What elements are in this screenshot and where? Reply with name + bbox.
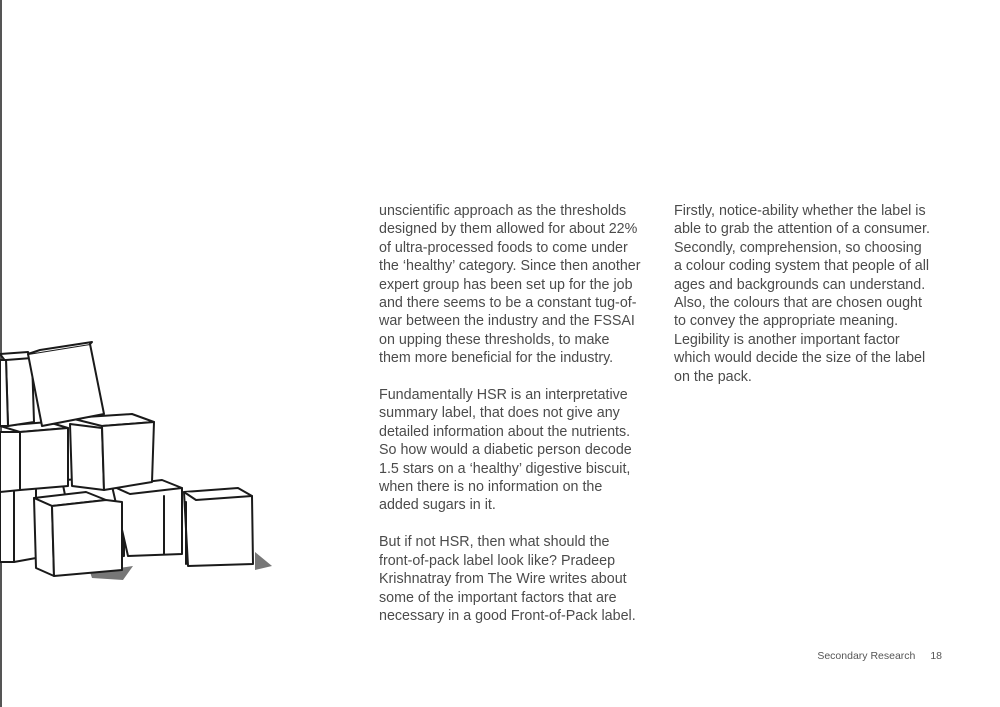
- text-line: necessary in a good Front-of-Pack label.: [379, 607, 636, 624]
- text-line: front-of-pack label look like? Pradeep: [379, 552, 616, 569]
- text-line: expert group has been set up for the job: [379, 276, 633, 293]
- text-line: war between the industry and the FSSAI: [379, 313, 635, 330]
- text-line: able to grab the attention of a consumer.: [674, 221, 930, 238]
- text-line: some of the important factors that are: [379, 589, 617, 606]
- text-line: detailed information about the nutrients.: [379, 423, 631, 440]
- text-line: designed by them allowed for about 22%: [379, 221, 638, 238]
- text-line: and there seems to be a constant tug-of-: [379, 295, 637, 312]
- text-line: which would decide the size of the label: [674, 350, 926, 367]
- text-line: Firstly, notice-ability whether the label is: [674, 203, 926, 219]
- text-column-left: [379, 202, 651, 644]
- paragraph: [674, 202, 942, 386]
- text-line: Also, the colours that are chosen ought: [674, 295, 922, 312]
- text-line: 1.5 stars on a ‘healthy’ digestive biscuit,: [379, 460, 631, 477]
- text-line: Legibility is another important factor: [674, 331, 900, 348]
- text-line: the ‘healthy’ category. Since then another: [379, 258, 641, 275]
- text-line: Fundamentally HSR is an interpretative: [379, 387, 628, 404]
- text-line: summary label, that does not give any: [379, 405, 620, 422]
- text-line: Secondly, comprehension, so choosing: [674, 239, 922, 256]
- page-number: 18: [930, 650, 942, 662]
- text-line: But if not HSR, then what should the: [379, 534, 610, 551]
- paragraph: [379, 202, 651, 368]
- footer-section-title: Secondary Research: [817, 650, 916, 662]
- stacked-cubes-sketch-icon: [0, 330, 290, 590]
- text-line: ages and backgrounds can understand.: [674, 276, 926, 293]
- text-line: unscientific approach as the thresholds: [379, 203, 627, 219]
- text-line: to convey the appropriate meaning.: [674, 313, 899, 330]
- text-line: Krishnatray from The Wire writes about: [379, 571, 627, 588]
- text-line: on upping these thresholds, to make: [379, 331, 610, 348]
- text-line: a colour coding system that people of all: [674, 258, 930, 275]
- text-column-right: [674, 202, 942, 404]
- paragraph: [379, 386, 651, 515]
- text-line: them more beneficial for the industry.: [379, 350, 614, 367]
- text-line: So how would a diabetic person decode: [379, 442, 632, 459]
- text-line: added sugars in it.: [379, 497, 496, 514]
- text-line: on the pack.: [674, 368, 752, 385]
- text-line: when there is no information on the: [379, 479, 603, 496]
- page-footer: [817, 650, 942, 662]
- paragraph: [379, 533, 651, 625]
- text-line: of ultra-processed foods to come under: [379, 239, 628, 256]
